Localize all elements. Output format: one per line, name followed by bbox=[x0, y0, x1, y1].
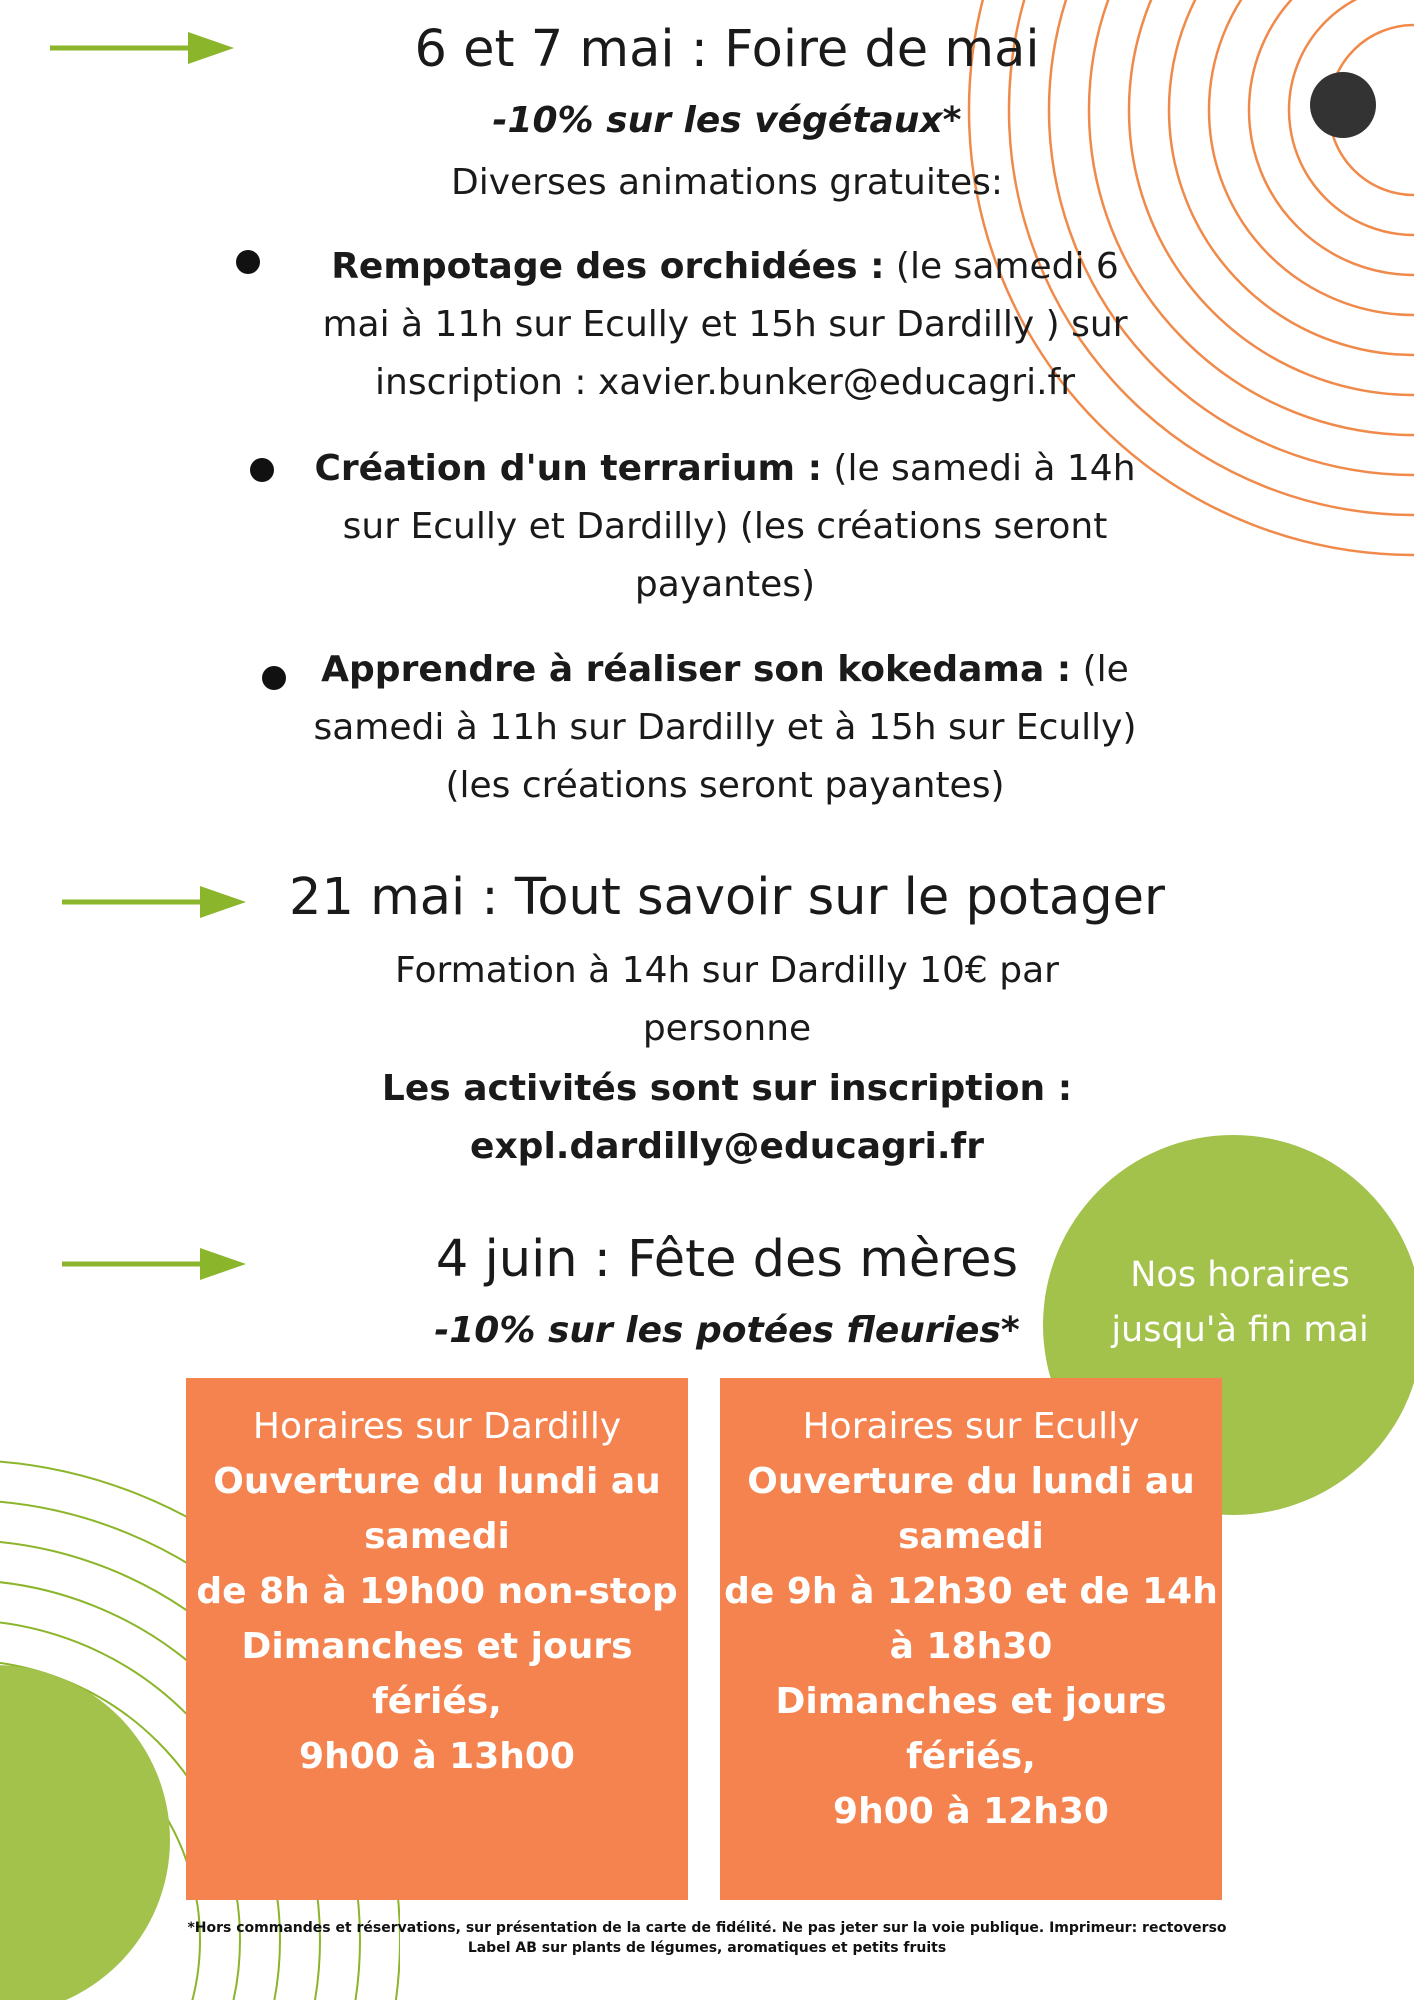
event2-email: expl.dardilly@educagri.fr bbox=[470, 1126, 984, 1167]
ecully-line: fériés, bbox=[906, 1736, 1036, 1777]
hours-circle-line: jusqu'à fin mai bbox=[1111, 1310, 1369, 1350]
event2-line: Formation à 14h sur Dardilly 10€ par bbox=[395, 950, 1059, 991]
arrow-right-icon bbox=[60, 1244, 250, 1284]
event3-title: 4 juin : Fête des mères bbox=[435, 1230, 1019, 1289]
activity-line: (les créations seront payantes) bbox=[445, 765, 1005, 806]
ecully-line: 9h00 à 12h30 bbox=[833, 1791, 1109, 1832]
hours-circle-line: Nos horaires bbox=[1130, 1255, 1350, 1295]
activity-label: Création d'un terrarium : bbox=[314, 448, 822, 489]
ecully-line: Dimanches et jours bbox=[775, 1681, 1167, 1722]
activity-item bbox=[250, 641, 1200, 815]
hours-circle-text bbox=[1060, 1248, 1414, 1358]
dardilly-line: Ouverture du lundi au bbox=[213, 1461, 661, 1502]
arrow-right-icon bbox=[60, 882, 250, 922]
dardilly-line: fériés, bbox=[372, 1681, 502, 1722]
event1-intro: Diverses animations gratuites: bbox=[450, 162, 1004, 203]
activity-item bbox=[250, 440, 1200, 614]
ecully-hours-box bbox=[720, 1378, 1222, 1900]
footnote-line: Label AB sur plants de légumes, aromatiques et petits fruits bbox=[467, 1940, 947, 1956]
event2-line: personne bbox=[642, 1008, 812, 1049]
activity-line: inscription : xavier.bunker@educagri.fr bbox=[375, 362, 1075, 403]
ecully-line: samedi bbox=[898, 1516, 1044, 1557]
activity-line: (le samedi à 14h bbox=[833, 448, 1136, 489]
dardilly-line: Dimanches et jours bbox=[241, 1626, 633, 1667]
footnote bbox=[100, 1918, 1314, 1958]
activity-line: sur Ecully et Dardilly) (les créations seront bbox=[342, 506, 1108, 547]
dark-dot-decoration bbox=[1310, 72, 1376, 138]
activity-label: Apprendre à réaliser son kokedama : bbox=[321, 649, 1072, 690]
activity-item bbox=[250, 238, 1200, 412]
activity-line: payantes) bbox=[634, 564, 816, 605]
event1-title: 6 et 7 mai : Foire de mai bbox=[414, 20, 1040, 79]
activity-line: (le samedi 6 bbox=[895, 246, 1119, 287]
activity-line: samedi à 11h sur Dardilly et à 15h sur Ecully) bbox=[313, 707, 1137, 748]
dardilly-title: Horaires sur Dardilly bbox=[252, 1406, 622, 1447]
event1-promo: -10% sur les végétaux* bbox=[492, 100, 962, 141]
arrow-right-icon bbox=[48, 28, 238, 68]
ecully-title: Horaires sur Ecully bbox=[802, 1406, 1140, 1447]
dardilly-line: samedi bbox=[364, 1516, 510, 1557]
event2-registration: Les activités sont sur inscription : bbox=[381, 1068, 1073, 1109]
activity-line: (le bbox=[1082, 649, 1129, 690]
ecully-line: à 18h30 bbox=[889, 1626, 1053, 1667]
event3-promo: -10% sur les potées fleuries* bbox=[434, 1310, 1020, 1351]
footnote-line: *Hors commandes et réservations, sur présentation de la carte de fidélité. Ne pas jeter sur la voie publique. Imprimeur: rectoverso bbox=[187, 1920, 1227, 1936]
dardilly-hours-box bbox=[186, 1378, 688, 1900]
dardilly-line: de 8h à 19h00 non-stop bbox=[196, 1571, 678, 1612]
ecully-line: Ouverture du lundi au bbox=[747, 1461, 1195, 1502]
ecully-line: de 9h à 12h30 et de 14h bbox=[724, 1571, 1218, 1612]
dardilly-line: 9h00 à 13h00 bbox=[299, 1736, 575, 1777]
activity-label: Rempotage des orchidées : bbox=[331, 246, 885, 287]
event2-title: 21 mai : Tout savoir sur le potager bbox=[289, 868, 1165, 927]
activity-line: mai à 11h sur Ecully et 15h sur Dardilly ) sur bbox=[322, 304, 1128, 345]
